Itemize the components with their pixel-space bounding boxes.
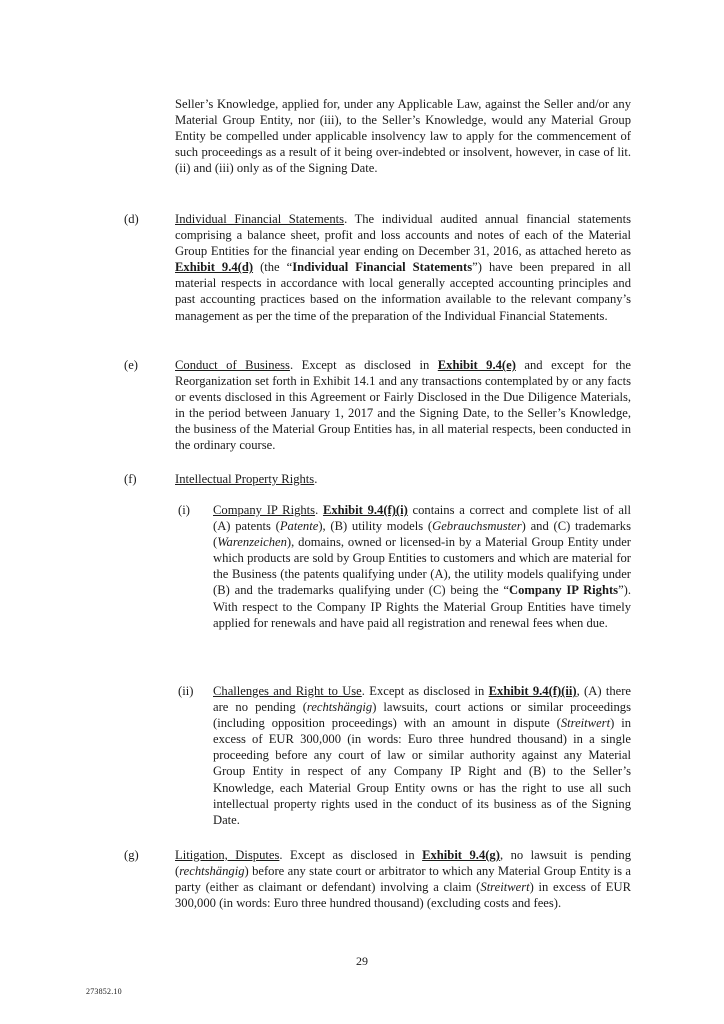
term-streitwert-g: Streitwert (480, 880, 530, 895)
subsection-ii-text-4: ) in excess of EUR 300,000 (in words: Euro three hundred thousand) in a single proceeding before any court of law or similar authority against any Material Group Entity in respect of any Company IP Right and (B) to the Seller’s Knowledge, each Material Group Entity owns or has the right to use all such intellectual property rights used in the conduct of its business as of the Signing Date. (213, 716, 631, 827)
subsection-i-title: Company IP Rights (213, 503, 316, 517)
defined-term-company-ip-rights: Company IP Rights (509, 583, 619, 598)
section-g-text-1: . Except as disclosed in (279, 848, 423, 862)
subsection-i-paragraph (213, 502, 631, 631)
term-rechtshaengig-g: rechtshängig (179, 864, 245, 879)
subsection-i-label: (i) (178, 503, 190, 517)
subsection-i-text-5: ), domains, owned or licensed-in by a Material Group Entity under which products are sold by Group Entities to customers and which are material for the Business (the patents qualifying under (A), the utility models qualifying under (B) and the trademarks qualifying under (C) being the “ (213, 535, 631, 598)
section-g-text-2: , no lawsuit is pending ( (175, 848, 631, 879)
section-d-text-3: ”) have been prepared in all material respects in accordance with local generally accepted accounting principles and past accounting practices based on the information available to the relevant company’s management as per the time of the preparation of the Individual Financial Statements. (175, 260, 631, 323)
term-patente: Patente (279, 519, 319, 534)
subsection-ii-text-1: . Except as disclosed in (361, 684, 489, 698)
term-rechtshaengig: rechtshängig (306, 700, 373, 715)
exhibit-9-4-e-link[interactable]: Exhibit 9.4(e) (437, 358, 516, 372)
section-d-paragraph (175, 211, 631, 324)
subsection-ii-text-3: ) lawsuits, court actions or similar proceedings (including opposition proceedings) with an amount in dispute ( (213, 700, 631, 731)
section-g-label: (g) (124, 848, 139, 862)
section-d-text-2: (the “ (253, 260, 293, 275)
exhibit-9-4-f-ii-link[interactable]: Exhibit 9.4(f)(ii) (488, 684, 577, 698)
subsection-i-text-1: . (315, 503, 323, 517)
section-f-heading (175, 471, 631, 487)
subsection-i-text-3: ), (B) utility models ( (318, 519, 433, 534)
section-g-text-4: ) in excess of EUR 300,000 (in words: Euro three hundred thousand) (excluding costs and fees). (175, 880, 631, 911)
subsection-i-text-2: contains a correct and complete list of all (A) patents ( (213, 503, 631, 534)
intro-paragraph (175, 96, 631, 176)
section-d-label: (d) (124, 212, 139, 226)
section-d-title: Individual Financial Statements (175, 212, 345, 226)
subsection-ii-paragraph (213, 683, 631, 828)
exhibit-9-4-d-link[interactable]: Exhibit 9.4(d) (175, 260, 254, 275)
defined-term-individual-financial-statements: Individual Financial Statements (292, 260, 473, 275)
section-e-text-1: . Except as disclosed in (289, 358, 438, 372)
section-f-text-1: . (314, 472, 318, 486)
page-number: 29 (356, 954, 368, 968)
document-id: 273852.10 (86, 987, 122, 996)
exhibit-9-4-f-i-link[interactable]: Exhibit 9.4(f)(i) (322, 503, 408, 517)
subsection-i-text-4: ) and (C) trademarks ( (213, 519, 631, 550)
section-f-label: (f) (124, 472, 137, 486)
subsection-i-text-6: ”). With respect to the Company IP Rights the Material Group Entities have timely applied for renewals and have paid all registration and renewal fees when due. (213, 583, 631, 630)
section-d-text-1: . The individual audited annual financial statements comprising a balance sheet, profit and loss accounts and notes of each of the Material Group Entities for the financial year ending on December 31, 2016, as attached hereto as (175, 212, 631, 259)
exhibit-9-4-g-link[interactable]: Exhibit 9.4(g) (422, 848, 500, 862)
subsection-ii-text-2: , (A) there are no pending ( (213, 684, 631, 715)
subsection-ii-label: (ii) (178, 684, 194, 698)
section-g-paragraph (175, 847, 631, 911)
term-gebrauchsmuster: Gebrauchsmuster (432, 519, 522, 534)
term-warenzeichen: Warenzeichen (217, 535, 287, 550)
section-g-text-3: ) before any state court or arbitrator to which any Material Group Entity is a party (either as claimant or defendant) involving a claim ( (175, 864, 631, 895)
subsection-ii-title: Challenges and Right to Use (213, 684, 362, 698)
section-e-title: Conduct of Business (175, 358, 290, 372)
section-g-title: Litigation, Disputes (175, 848, 280, 862)
section-f-title: Intellectual Property Rights (175, 472, 315, 486)
term-streitwert: Streitwert (560, 716, 611, 731)
section-e-text-2: and except for the Reorganization set forth in Exhibit 14.1 and any transactions contemplated by or any facts or events disclosed in this Agreement or Fairly Disclosed in the Due Diligence Materials, in the period between January 1, 2017 and the Signing Date, to the Seller’s Knowledge, the business of the Material Group Entities has, in all material respects, been conducted in the ordinary course. (175, 358, 632, 453)
intro-text: Seller’s Knowledge, applied for, under any Applicable Law, against the Seller and/or any Material Group Entity, nor (iii), to the Seller’s Knowledge, would any Material Group Entity be compelled under applicable insolvency law to apply for the commencement of such proceedings as a result of it being over-indebted or insolvent, however, in case of lit. (ii) and (iii) only as of the Signing Date. (175, 97, 631, 176)
section-e-label: (e) (124, 358, 138, 372)
section-e-paragraph (175, 357, 631, 454)
